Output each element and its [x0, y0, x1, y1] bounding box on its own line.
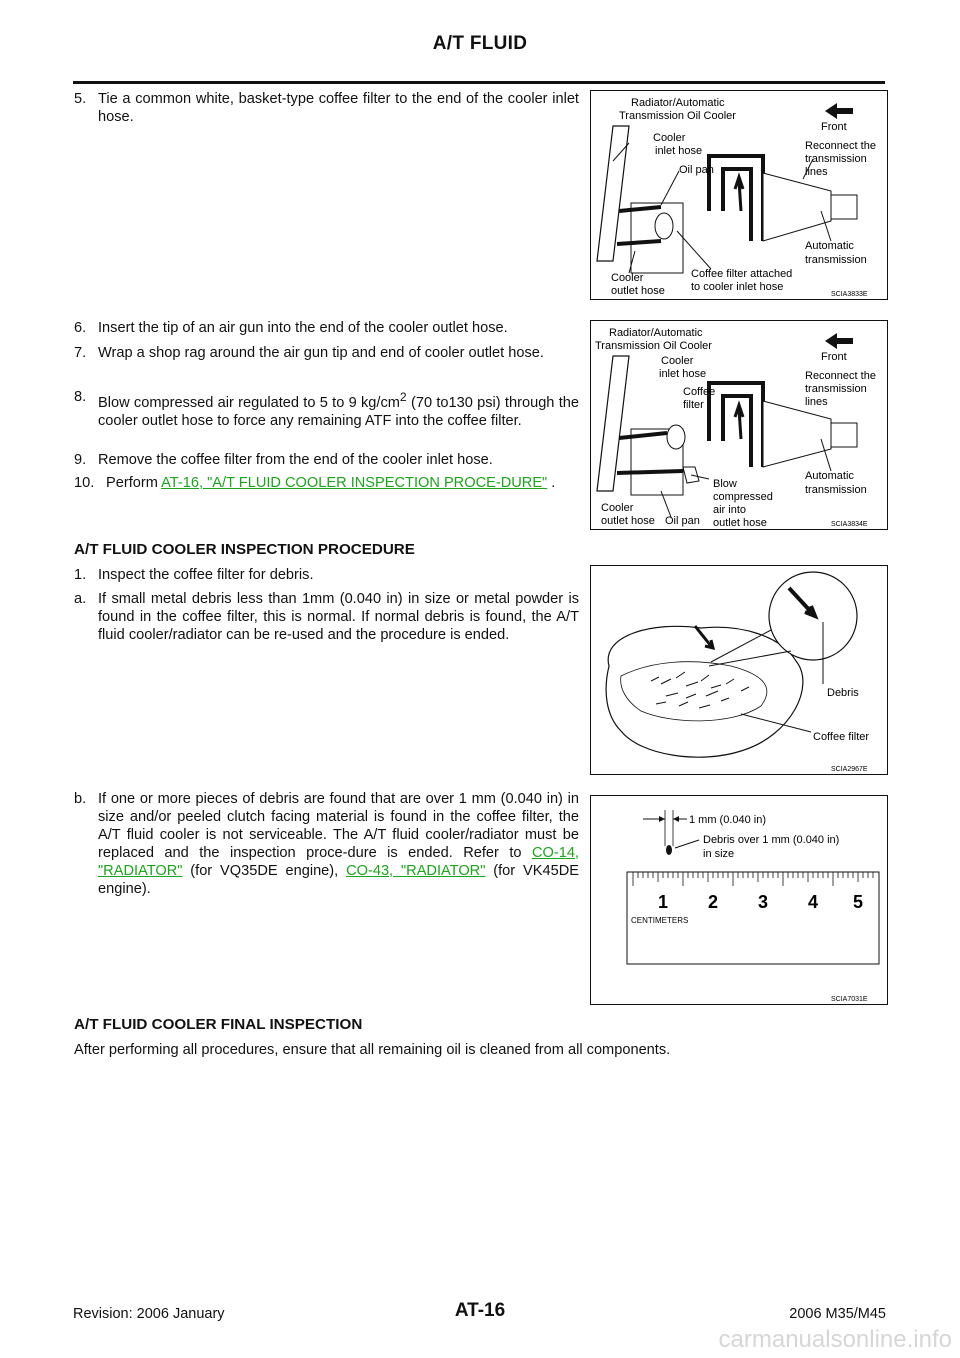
radiator-icon: [597, 126, 629, 261]
step-text: [98, 790, 579, 898]
label-cooler-outlet-1: Cooler: [601, 502, 634, 514]
step-text: Insert the tip of an air gun into the end of the cooler outlet hose.: [98, 320, 508, 336]
figure-code: SCIA2967E: [831, 766, 868, 773]
step-text: Tie a common white, basket-type coffee filter to the end of the cooler inlet hose.: [98, 91, 579, 125]
label-cooler-inlet-1: Cooler: [661, 355, 694, 367]
tick-label-4: 4: [808, 892, 819, 912]
label-coffee-filter-2: filter: [683, 399, 704, 411]
footer-model: 2006 M35/M45: [789, 1306, 886, 1322]
leader-line: [661, 171, 679, 205]
front-arrow-icon: [825, 333, 853, 349]
label-coffee-filter-1: Coffee filter attached: [691, 268, 793, 280]
transmission-tail: [831, 195, 857, 219]
label-reconnect-2: transmission: [805, 153, 867, 165]
inspection-step-a: [74, 590, 579, 666]
label-reconnect-1: Reconnect the: [805, 140, 876, 152]
step-5: [74, 90, 579, 130]
front-arrow-icon: [825, 103, 853, 119]
label-cooler-inlet-2: inlet hose: [659, 368, 707, 380]
step-text-post: (for VK45DE engine).: [98, 863, 579, 897]
step-number: 6.: [74, 320, 87, 336]
step-7: [74, 344, 579, 384]
step-6: [74, 319, 579, 339]
step-text: If small metal debris less than 1mm (0.040 in) in size or metal powder is found in the coffee filter, this is normal. If normal debris is found, the A/T fluid cooler/radiator can be re-used and the procedure is ended.: [98, 591, 579, 643]
label-blow-4: outlet hose: [713, 517, 767, 529]
label-oil-pan: Oil pan: [679, 164, 714, 176]
section-heading-inspection: A/T FLUID COOLER INSPECTION PROCEDURE: [74, 541, 415, 558]
step-8: [74, 388, 579, 446]
label-reconnect-3: lines: [805, 396, 828, 408]
inspection-step-1: [74, 566, 579, 586]
label-reconnect-3: lines: [805, 166, 828, 178]
step-9: [74, 451, 579, 471]
label-cooler-outlet-2: outlet hose: [611, 285, 665, 297]
figure-blow-air: [590, 320, 888, 530]
label-centimeters: CENTIMETERS: [631, 916, 689, 925]
link-co43[interactable]: CO-43, "RADIATOR": [346, 863, 486, 879]
superscript: 2: [399, 390, 407, 404]
label-automatic-2: transmission: [805, 484, 867, 496]
figure-coffee-filter-debris: [590, 565, 888, 775]
page-number: AT-16: [454, 1300, 506, 1321]
label-cooler-inlet-2: inlet hose: [655, 145, 703, 157]
transmission-lines: [709, 156, 763, 241]
dimension-arrow: [673, 816, 679, 822]
step-number: 9.: [74, 452, 87, 468]
label-radiator-line1: Radiator/Automatic: [609, 327, 703, 339]
label-reconnect-2: transmission: [805, 383, 867, 395]
step-text: Remove the coffee filter from the end of the cooler inlet hose.: [98, 452, 493, 468]
label-coffee-filter: Coffee filter: [813, 731, 870, 743]
figure-ruler-debris: [590, 795, 888, 1005]
label-front: Front: [821, 121, 847, 133]
label-debris-over-1: Debris over 1 mm (0.040 in): [703, 834, 840, 846]
header-rule: [73, 81, 885, 84]
section-heading-final: A/T FLUID COOLER FINAL INSPECTION: [74, 1016, 363, 1033]
diagram-ruler: [591, 796, 887, 1004]
step-number: 10.: [74, 475, 95, 491]
step-text-mid: (for VQ35DE engine),: [182, 863, 347, 879]
label-automatic-1: Automatic: [805, 470, 854, 482]
step-number: 7.: [74, 345, 87, 361]
arrow-icon: [735, 405, 743, 439]
tick-label-1: 1: [658, 892, 669, 912]
label-blow-3: air into: [713, 504, 747, 516]
label-coffee-filter-2: to cooler inlet hose: [691, 281, 784, 293]
label-coffee-filter-1: Coffee: [683, 386, 716, 398]
label-radiator-line2: Transmission Oil Cooler: [595, 340, 712, 352]
page-title: A/T FLUID: [432, 33, 528, 54]
label-radiator-line1: Radiator/Automatic: [631, 97, 725, 109]
label-cooler-outlet-2: outlet hose: [601, 515, 655, 527]
footer-revision: Revision: 2006 January: [73, 1306, 225, 1322]
step-number: a.: [74, 591, 87, 607]
step-number: 8.: [74, 389, 87, 405]
transmission-icon: [763, 173, 831, 241]
tick-label-2: 2: [708, 892, 719, 912]
label-oil-pan: Oil pan: [665, 515, 700, 527]
step-text: [106, 474, 579, 492]
label-radiator-line2: Transmission Oil Cooler: [619, 110, 736, 122]
label-cooler-inlet-1: Cooler: [653, 132, 686, 144]
step-number: b.: [74, 791, 87, 807]
label-reconnect-1: Reconnect the: [805, 370, 876, 382]
step-text-post: .: [547, 475, 556, 491]
label-1mm: 1 mm (0.040 in): [689, 814, 767, 826]
figure-code: SCIA3833E: [831, 291, 868, 298]
figure-code: SCIA7031E: [831, 996, 868, 1003]
diagram-cooler-inlet: [591, 91, 887, 299]
coffee-filter-icon: [606, 626, 803, 757]
step-10: [74, 474, 579, 514]
transmission-lines: [709, 383, 763, 467]
label-blow-1: Blow: [713, 478, 737, 490]
leader-line: [675, 840, 699, 848]
figure-code: SCIA3834E: [831, 521, 868, 528]
step-text: [98, 388, 579, 430]
inspection-step-b: [74, 790, 579, 902]
label-automatic-2: transmission: [805, 254, 867, 266]
label-debris: Debris: [827, 687, 859, 699]
arrow-icon: [735, 177, 743, 211]
label-debris-over-2: in size: [703, 848, 735, 860]
coffee-filter-icon: [655, 213, 673, 239]
step-text-pre: Perform: [106, 475, 162, 491]
diagram-blow-air: [591, 321, 887, 529]
coffee-filter-icon: [667, 425, 685, 449]
tick-label-3: 3: [758, 892, 769, 912]
final-inspection-text: After performing all procedures, ensure that all remaining oil is cleaned from all components.: [74, 1042, 671, 1058]
debris-piece: [666, 845, 672, 855]
label-blow-2: compressed: [713, 491, 773, 503]
oil-pan-icon: [631, 203, 683, 273]
transmission-tail: [831, 423, 857, 447]
label-front: Front: [821, 351, 847, 363]
step-number: 5.: [74, 91, 87, 107]
transmission-icon: [763, 401, 831, 467]
cooler-outlet-hose: [617, 471, 683, 473]
step-text: Wrap a shop rag around the air gun tip and end of cooler outlet hose.: [98, 345, 544, 361]
step-text-post: (70 to130 psi) through the cooler outlet hose to force any remaining ATF into the coffee filter.: [98, 394, 579, 429]
step-number: 1.: [74, 567, 87, 583]
step-text-pre: If one or more pieces of debris are found that are over 1 mm (0.040 in) in size and/or peeled clutch facing material is found in the coffee filter, the A/T fluid cooler is not serviceable. The A/T fluid cooler/radiator must be replaced and the inspection proce-dure is ended. Refer to: [98, 791, 579, 861]
radiator-icon: [597, 356, 629, 491]
step-text: Inspect the coffee filter for debris.: [98, 567, 314, 583]
label-automatic-1: Automatic: [805, 240, 854, 252]
diagram-filter-debris: [591, 566, 887, 774]
watermark: carmanualsonline.info: [718, 1326, 952, 1353]
link-at16[interactable]: AT-16, "A/T FLUID COOLER INSPECTION PROCE-DURE": [161, 475, 548, 491]
dimension-arrow: [659, 816, 665, 822]
figure-cooler-inlet: [590, 90, 888, 300]
label-cooler-outlet-1: Cooler: [611, 272, 644, 284]
step-text-pre: Blow compressed air regulated to 5 to 9 kg/cm: [98, 394, 400, 411]
link-co14[interactable]: CO-14, "RADIATOR": [98, 845, 579, 879]
tick-label-5: 5: [853, 892, 864, 912]
